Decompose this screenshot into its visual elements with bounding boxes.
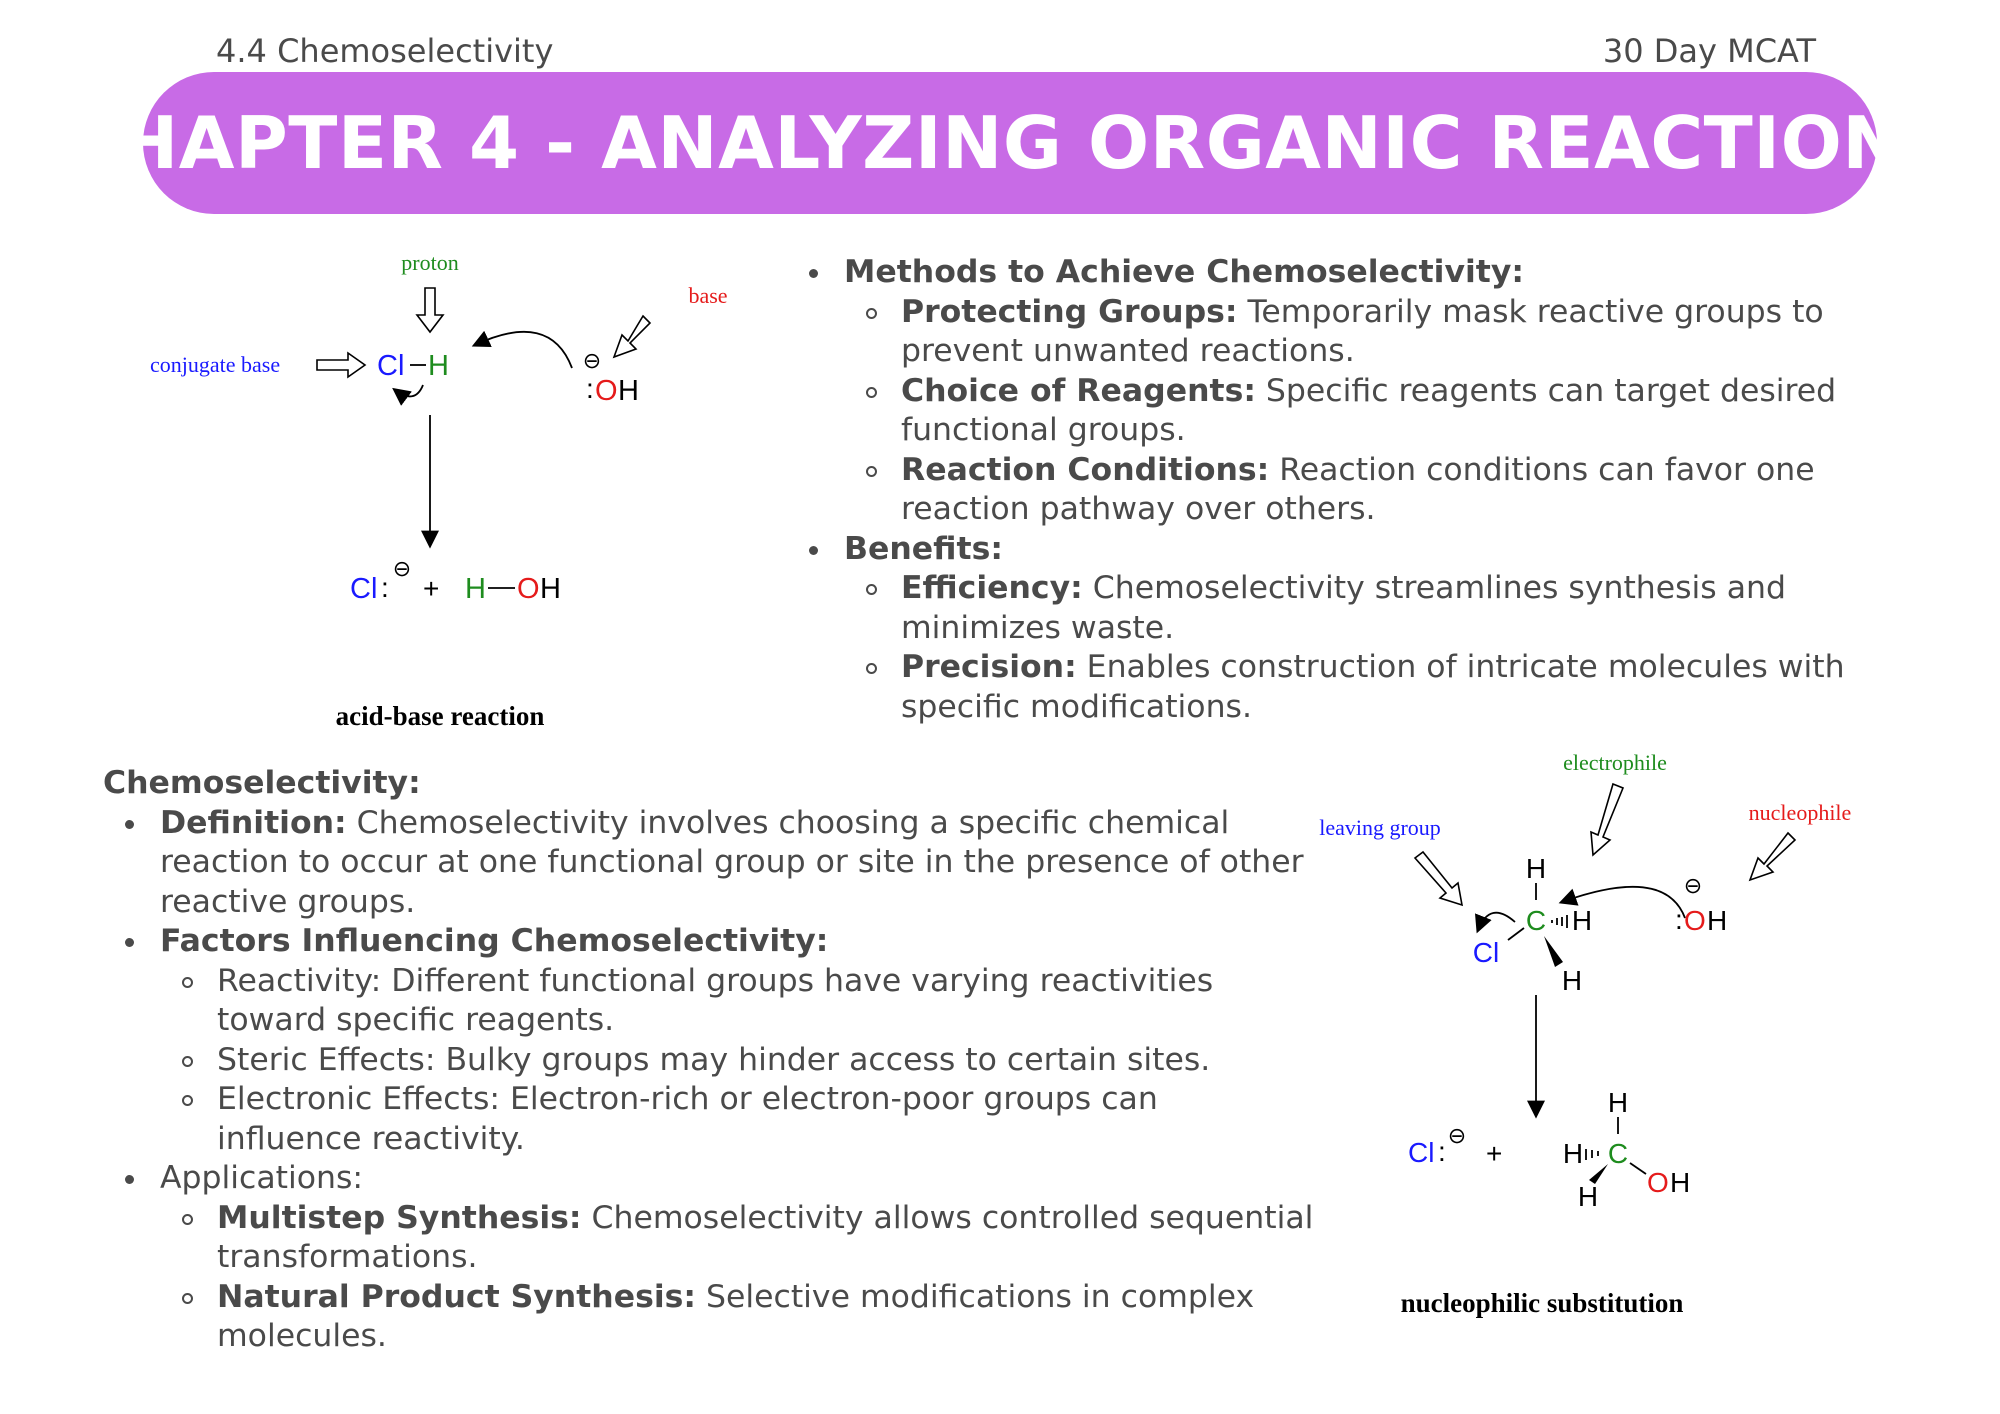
electrophile-hollow-arrow: [1591, 784, 1623, 855]
leaving-cl: Cl: [1472, 937, 1500, 968]
methanol-oh-h: H: [1670, 1167, 1691, 1198]
base-hollow-arrow: [614, 316, 650, 357]
product-plus: +: [423, 573, 440, 604]
applications-title: Applications:: [160, 1160, 364, 1196]
c-atom: C: [1525, 905, 1547, 936]
method-term: Protecting Groups:: [901, 293, 1238, 330]
benefit-text: Enables construction of intricate molecules with specific modifications.: [901, 649, 1845, 725]
definition-item: [103, 804, 1310, 923]
nuc-o: O: [1684, 905, 1706, 936]
product-cl-lone-pair: :: [381, 572, 389, 603]
oh-lone-pair: :: [586, 373, 594, 404]
bottom-h-atom: H: [1561, 965, 1583, 996]
benefit-text: Chemoselectivity streamlines synthesis and minimizes waste.: [901, 570, 1786, 646]
factor-item: Electronic Effects: Electron-rich or electron-poor groups can influence reactivity.: [160, 1080, 1277, 1159]
benefits-title: Benefits:: [844, 530, 1003, 567]
nuc-minus-charge: ⊖: [1683, 873, 1703, 898]
method-term: Reaction Conditions:: [901, 451, 1270, 488]
solid-wedge: [1544, 936, 1563, 967]
nucleophile-label: nucleophile: [1748, 800, 1852, 825]
product-cl-charge: ⊖: [392, 556, 412, 581]
hydroxide-o: O: [595, 375, 618, 407]
hydroxide-h: H: [618, 375, 639, 407]
application-text: Chemoselectivity allows controlled sequential transformations.: [217, 1199, 1314, 1275]
benefit-term: Efficiency:: [901, 570, 1083, 606]
leaving-group-label: leaving group: [1319, 815, 1441, 840]
method-text: Reaction conditions can favor one reaction pathway over others.: [901, 451, 1815, 527]
methanol-top-h: H: [1607, 1087, 1629, 1118]
right-h-atom: H: [1571, 905, 1593, 936]
base-attack-arrow: [475, 332, 572, 368]
benefit-item: [844, 648, 1907, 727]
product-plus: +: [1486, 1138, 1503, 1169]
factors-title: Factors Influencing Chemoselectivity:: [160, 923, 829, 959]
conjugate-base-hollow-arrow: [317, 353, 365, 377]
proton-label: proton: [401, 250, 459, 275]
section-label: 4.4 Chemoselectivity: [216, 32, 554, 70]
hashed-wedge: [1552, 915, 1567, 928]
benefit-item: [844, 569, 1907, 648]
substitution-diagram: [1290, 740, 1900, 1340]
chemoselectivity-block: [103, 764, 1343, 1357]
c-cl-bond: [1508, 928, 1524, 940]
nuc-lone-pair: :: [1675, 904, 1683, 935]
methanol-left-h: H: [1562, 1138, 1584, 1169]
leaving-electron-arrow: [1478, 913, 1515, 930]
product-cl-charge: ⊖: [1447, 1123, 1467, 1148]
nucleophile-hollow-arrow: [1750, 833, 1795, 880]
factors-item: [103, 922, 1343, 1159]
water-h: H: [465, 573, 486, 605]
application-text: Selective modifications in complex molecules.: [217, 1278, 1255, 1354]
acid-base-diagram: [130, 240, 770, 750]
benefits-item: [787, 530, 1907, 728]
method-item: [844, 451, 1907, 530]
method-term: Choice of Reagents:: [901, 372, 1256, 409]
chapter-banner: [64, 72, 1956, 214]
method-item: [844, 293, 1907, 372]
water-o: O: [517, 573, 540, 605]
methods-benefits-block: [787, 253, 1907, 727]
application-term: Multistep Synthesis:: [217, 1199, 582, 1236]
product-cl: Cl: [1408, 1137, 1435, 1168]
conjugate-base-label: conjugate base: [150, 352, 281, 377]
proton-hollow-arrow: [417, 288, 443, 332]
application-item: [160, 1199, 1357, 1278]
methanol-o: O: [1647, 1167, 1669, 1198]
chapter-title: CHAPTER 4 - ANALYZING ORGANIC REACTIONS: [64, 101, 1956, 185]
top-h-atom: H: [1525, 853, 1547, 884]
methods-title: Methods to Achieve Chemoselectivity:: [844, 254, 1524, 290]
factor-item: Steric Effects: Bulky groups may hinder access to certain sites.: [160, 1041, 1343, 1081]
acid-base-caption: acid-base reaction: [335, 701, 545, 731]
benefit-term: Precision:: [901, 649, 1077, 685]
electrophile-label: electrophile: [1563, 750, 1667, 775]
applications-item: [103, 1159, 1343, 1357]
substitution-caption: nucleophilic substitution: [1400, 1288, 1684, 1318]
nuc-h: H: [1707, 905, 1728, 936]
application-term: Natural Product Synthesis:: [217, 1278, 696, 1315]
method-item: [844, 372, 1907, 451]
definition-term: Definition:: [160, 804, 347, 841]
c-o-bond: [1630, 1163, 1646, 1174]
h-atom: H: [428, 350, 449, 382]
oh-minus-charge: ⊖: [582, 348, 602, 373]
methanol-bottom-h: H: [1577, 1181, 1599, 1212]
water-h2: H: [540, 573, 561, 605]
chemoselectivity-title: Chemoselectivity:: [103, 765, 421, 801]
product-cl: Cl: [350, 573, 378, 605]
application-item: [160, 1278, 1297, 1357]
bond-electron-arrow: [395, 385, 423, 396]
product-cl-lone-pair: :: [1438, 1136, 1446, 1167]
methanol-hashed-wedge: [1586, 1149, 1598, 1160]
method-text: Temporarily mask reactive groups to prevent unwanted reactions.: [901, 293, 1824, 369]
cl-atom: Cl: [377, 350, 405, 382]
brand-label: 30 Day MCAT: [1602, 32, 1816, 70]
factor-item: Reactivity: Different functional groups have varying reactivities toward specific reagents.: [160, 962, 1277, 1041]
base-label: base: [688, 283, 728, 308]
definition-text: Chemoselectivity involves choosing a specific chemical reaction to occur at one functional group or site in the presence of other reactive groups.: [160, 804, 1304, 920]
method-text: Specific reagents can target desired functional groups.: [901, 372, 1837, 448]
leaving-group-hollow-arrow: [1415, 852, 1462, 905]
methanol-c: C: [1607, 1138, 1629, 1169]
methods-item: [787, 253, 1907, 530]
